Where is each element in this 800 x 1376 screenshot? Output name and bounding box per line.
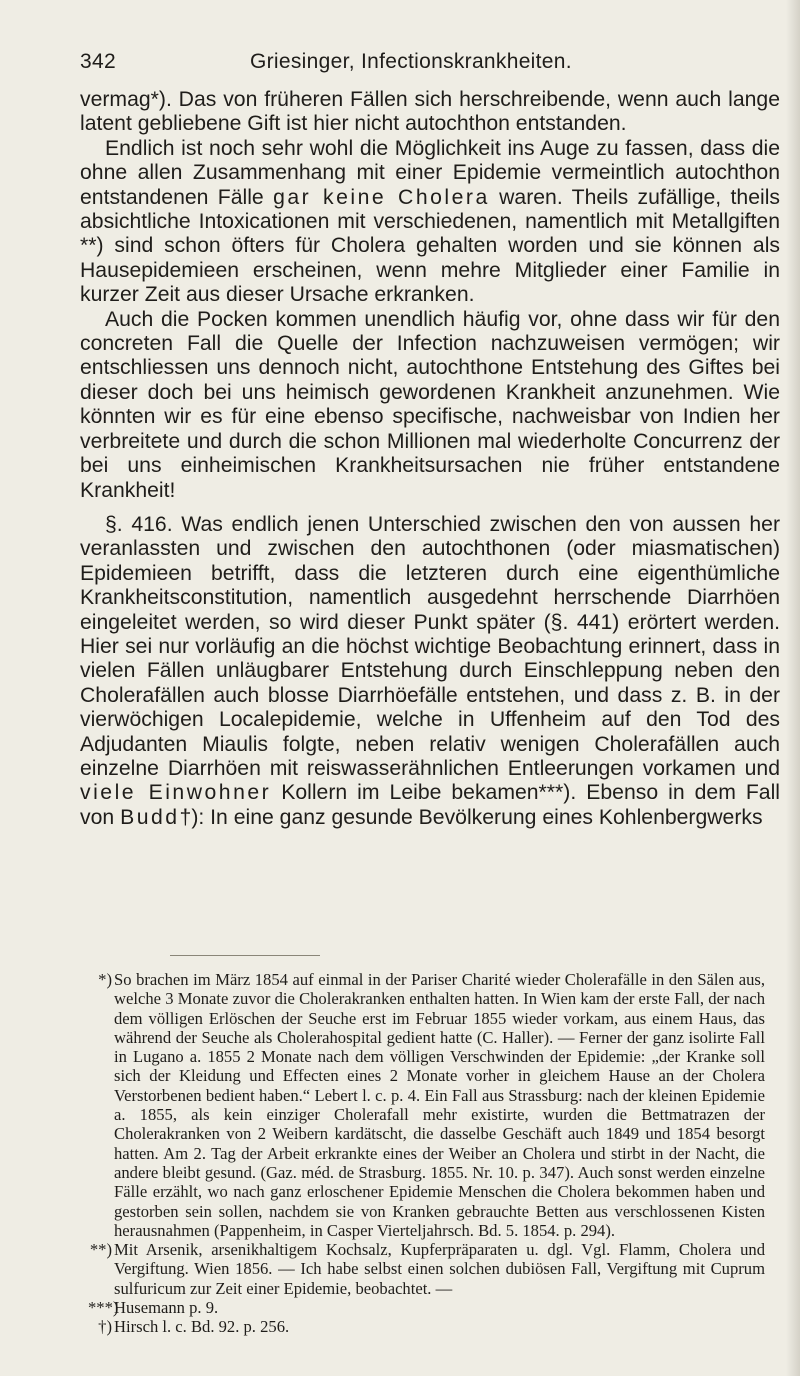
paragraph-4-text-b: Kollern im Leibe bekamen***). Ebenso in dem Fall von: [80, 781, 780, 829]
footnote-mark: **): [89, 1240, 112, 1260]
footnote-text: Husemann p. 9.: [114, 1298, 219, 1318]
footnote-2: [88, 1240, 765, 1298]
footnote-mark: ***): [88, 1298, 119, 1318]
footnote-text: Hirsch l. c. Bd. 92. p. 256.: [114, 1317, 290, 1337]
page-header: [80, 50, 760, 80]
page-number: 342: [80, 50, 116, 73]
paragraph-3: Auch die Pocken kommen unendlich häufig vor, ohne dass wir für den concreten Fall die Quelle der Infection nachzuweisen vermögen; wir entschliessen uns dennoch nicht, autochthone Entstehung des Giftes bei dieser doch bei uns heimisch gewordenen Krankheit anzunehmen. Wie könnten wir es für eine ebenso specifische, nachweisbar von Indien her verbreitete und durch die schon Millionen mal wiederholte Concurrenz der bei uns einheimischen Krankheitsursachen nie früher entstandene Krankheit!: [80, 307, 780, 502]
running-title: Griesinger, Infectionskrankheiten.: [250, 50, 572, 73]
paragraph-2-text-a: Endlich ist noch sehr wohl die Möglichkeit ins Auge zu fassen, dass die ohne allen Zusammenhang mit einer Epidemie vermeintlich autochthon entstandenen Fälle: [80, 136, 780, 209]
paragraph-2-text-b: waren. Theils zufällige, theils absichtliche Intoxicationen mit verschiedenen, namentlich mit Metallgiften **) sind schon öfters für Cholera gehalten worden und sie können als Hausepidemieen erscheinen, wenn mehre Mitglieder einer Familie in kurzer Zeit aus dieser Ursache erkranken.: [80, 185, 780, 307]
footnote-mark: *): [98, 970, 112, 989]
paragraph-1: vermag*). Das von früheren Fällen sich herschreibende, wenn auch lange latent gebliebene Gift ist hier nicht autochthon entstanden.: [80, 88, 780, 136]
page-edge-shadow: [786, 0, 800, 1376]
footnote-text: So brachen im März 1854 auf einmal in der Pariser Charité wieder Cholerafälle in den Sälen aus, welche 3 Monate zuvor die Cholerakranken enthalten hatten. In Wien kam der erste Fall, der nach dem völligen Erlöschen der Seuche erst im Februar 1855 wieder vorkam, aus einem Haus, das während der Seuche als Cholerahospital gedient hatte (C. Haller). — Ferner der ganz isolirte Fall in Lugano a. 1855 2 Monate nach dem völligen Verschwinden der Epidemie: „der Kranke soll sich der Kleidung und Effecten eines 2 Monate vorher in gleichem Hause an der Cholera Verstorbenen bedient haben.“ Lebert l. c. p. 4. Ein Fall aus Strassburg: nach der kleinen Epidemie a. 1855, als kein einziger Cholerafall mehr existirte, wurden die Bettmatrazen der Cholerakranken von 2 Weibern kardätscht, die dasselbe Geschäft auch 1849 und 1854 besorgt hatten. Am 2. Tag der Arbeit erkrankte eines der Weiber an Cholera und stirbt in der Nacht, die andere bleibt gesund. (Gaz. méd. de Strasburg. 1855. Nr. 10. p. 347). Auch sonst werden einzelne Fälle erzählt, wo nach ganz erloschener Epidemie Menschen die Cholera bekommen haben und gestorben sein sollen, nachdem sie von Kranken gebrauchte Betten aus verschlossenen Kisten herausnahmen (Pappenheim, in Casper Vierteljahrsch. Bd. 5. 1854. p. 294).: [114, 970, 765, 1240]
emphasis-many-residents: viele Einwohner: [80, 781, 272, 805]
footnote-4: [88, 1317, 765, 1336]
footnotes: [88, 970, 765, 1337]
footnote-1: [88, 970, 765, 1240]
main-text: [80, 88, 780, 830]
footnote-divider: [170, 955, 320, 956]
paragraph-2: [80, 137, 780, 308]
footnote-mark: †): [98, 1317, 112, 1337]
author-budd: Budd: [120, 805, 180, 829]
footnote-3: [88, 1298, 765, 1317]
paragraph-4-text-a: §. 416. Was endlich jenen Unterschied zwischen den von aussen her veranlassten und zwischen den autochthonen (oder miasmatischen) Epidemieen betrifft, dass die letzteren durch eine eigenthümliche Krankheitsconstitution, namentlich ausgedehnt herrschende Diarrhöen eingeleitet werden, so wird dieser Punkt später (§. 441) erörtert werden. Hier sei nur vorläufig an die höchst wichtige Beobachtung erinnert, dass in vielen Fällen unläugbarer Entstehung durch Einschleppung neben den Cholerafällen auch blosse Diarrhöefälle entstehen, und dass z. B. in der vierwöchigen Localepidemie, welche in Uffenheim auf den Tod des Adjudanten Miaulis folgte, neben relativ wenigen Cholerafällen auch einzelne Diarrhöen mit reiswasserähnlichen Entleerungen vorkamen und: [80, 512, 780, 780]
paragraph-4-text-c: †): In eine ganz gesunde Bevölkerung eines Kohlenbergwerks: [179, 805, 763, 829]
emphasis-no-cholera: gar keine Cholera: [273, 185, 490, 209]
paragraph-section-416: [80, 513, 780, 830]
footnote-text: Mit Arsenik, arsenikhaltigem Kochsalz, Kupferpräparaten u. dgl. Vgl. Flamm, Cholera und Vergiftung. Wien 1856. — Ich habe selbst einen solchen dubiösen Fall, Vergiftung mit Cuprum sulfuricum zur Zeit einer Epidemie, beobachtet. —: [114, 1240, 765, 1298]
